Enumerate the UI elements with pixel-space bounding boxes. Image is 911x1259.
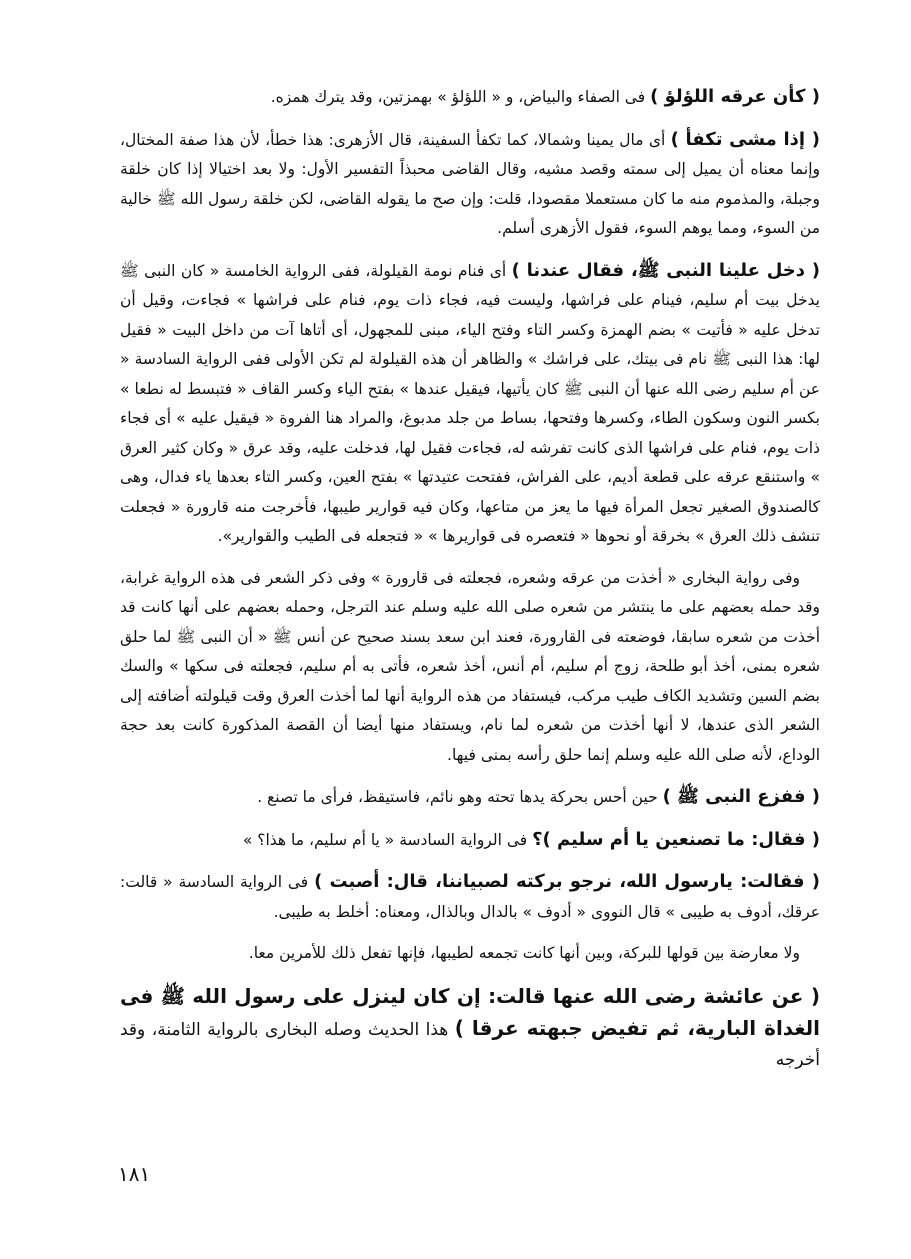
paragraph-text: ولا معارضة بين قولها للبركة، وبين أنها كانت تجمعه لطيبها، فإنها تفعل ذلك للأمرين معا.: [248, 944, 800, 962]
paragraph-text: أى فنام نومة القيلولة، ففى الرواية الخامسة « كان النبى ﷺ يدخل بيت أم سليم، فينام على فراشها، وليست فيه، فجاء ذات يوم، فنام على فراشها » فجاءت، وقيل أن تدخل عليه « فأتيت » بضم الهمزة وكسر التاء وفتح الياء، مبنى للمجهول، أى أتاها آت من داخل البيت « فقيل لها: هذا النبى ﷺ نام فى بيتك، على فراشك » والظاهر أن هذه القيلولة لم تكن الأولى ففى الرواية السادسة « عن أم سليم رضى الله عنها أن النبى ﷺ كان يأتيها، فيقيل عندها » بفتح الياء وكسر القاف « فتبسط له نطعا » بكسر النون وسكون الطاء، وكسرها وفتحها، بساط من جلد مدبوغ، والمراد هنا الفروة « فيقيل عليه » أى فجاء ذات يوم، فنام على فراشها الذى كانت تفرشه له، فجاءت فقيل لها، فدخلت عليه، وقد عرق « وكان كثير العرق » واستنقع عرقه على قطعة أديم، على الفراش، ففتحت عتيدتها » بفتح العين، وكسر التاء بعدها ياء فدال، وهى كالصندوق الصغير تجعل المرأة فيها ما يعز من متاعها، وكان فيه قوارير طيبها، فأخرجت منه قارورة « فجعلت تنشف ذلك العرق » بخرقة أو نحوها « فتعصره فى قواريرها » « فتجعله فى الطيب والقوارير».: [120, 261, 820, 545]
paragraph-text: فى الرواية السادسة « قالت: عرقك، أدوف به طيبى » قال النووى « أدوف » بالدال وبالذال، ومعناه: أخلط به طيبى.: [120, 873, 820, 921]
paragraph-startled: [120, 782, 820, 813]
paragraph-no-contradiction: [120, 939, 820, 969]
paragraph-text: فى الرواية السادسة « يا أم سليم، ما هذا؟ »: [242, 830, 533, 849]
paragraph-pearl-sweat: [120, 82, 820, 113]
paragraph-text: وفى رواية البخارى « أخذت من عرقه وشعره، فجعلته فى قارورة » وفى ذكر الشعر فى هذه الرواية غرابة، وقد حمله بعضهم على ما ينتشر من شعره صلى الله عليه وسلم عند الترجل، وحمله بعضهم على أنها كانت قد أخذت من شعره سابقا، فوضعته فى القارورة، فعند ابن سعد بسند صحيح عن أنس ﷺ « أن النبى ﷺ لما حلق شعره بمنى، أخذ أبو طلحة، زوج أم سليم، أم أنس، أخذ شعره، فأتى به أم سليم، فجعلته فى سكها » والسك بضم السين وتشديد الكاف طيب مركب، فيستفاد من هذه الرواية أنها لما أخذت العرق وقت قيلولته أضافته إلى الشعر الذى عندها، لا أنها أخذت من شعره لما نام، ويستفاد منها أيضا أن القصة المذكورة كانت بعد حجة الوداع، لأنه صلى الله عليه وسلم إنما حلق رأسه بمنى فيها.: [120, 568, 820, 764]
paragraph-text: فى الصفاء والبياض، و « اللؤلؤ » بهمزتين، وقد يترك همزه.: [270, 88, 651, 106]
paragraph-answer: [120, 867, 820, 927]
lead-phrase: ( دخل علينا النبى ﷺ، فقال عندنا ): [511, 259, 820, 281]
lead-phrase: ( كأن عرقه اللؤلؤ ): [650, 86, 820, 107]
paragraph-walking: [120, 125, 820, 244]
paragraph-text: أى مال يمينا وشمالا، كما تكفأ السفينة، قال الأزهرى: هذا خطأ، لأن هذا صفة المختال، وإنما معناه أن يميل إلى سمته وقصد مشيه، وقال القاضى محبذاً التفسير الأول: ولا بعد اختيالا إذا كان خلقة وجبلة، والمذموم منه ما كان مستعملا مقصودا، قلت: وإن صح ما يقوله القاضى، لكن خلقة رسول الله ﷺ خالية من السوء، ومما يوهم السوء، فقول الأزهرى أسلم.: [120, 130, 820, 237]
lead-phrase: ( فقالت: يارسول الله، نرجو بركته لصبياننا، قال: أصبت ): [314, 871, 820, 892]
paragraph-question: [120, 825, 820, 856]
paragraph-aisha-hadith: [120, 981, 820, 1075]
lead-phrase: ( إذا مشى تكفأ ): [670, 128, 820, 150]
paragraph-siesta: [120, 256, 820, 552]
lead-phrase: ( فقال: ما تصنعين يا أم سليم )؟: [532, 828, 820, 850]
lead-phrase: ( ففزع النبى ﷺ ): [662, 786, 820, 807]
page-number: ١٨١: [118, 1162, 151, 1186]
paragraph-text: هذا الحديث وصله البخارى بالرواية الثامنة، وقد أخرجه: [120, 1019, 820, 1070]
paragraph-text: حين أحس بحركة يدها تحته وهو نائم، فاستيقظ، فرأى ما تصنع .: [257, 788, 663, 806]
paragraph-bukhari-narration: [120, 564, 820, 771]
lead-phrase: ( عن عائشة رضى الله عنها قالت: إن كان لينزل على رسول الله ﷺ فى الغداة البارية، ثم تفيض جبهته عرقا ): [120, 983, 821, 1040]
book-page: [120, 82, 820, 1087]
